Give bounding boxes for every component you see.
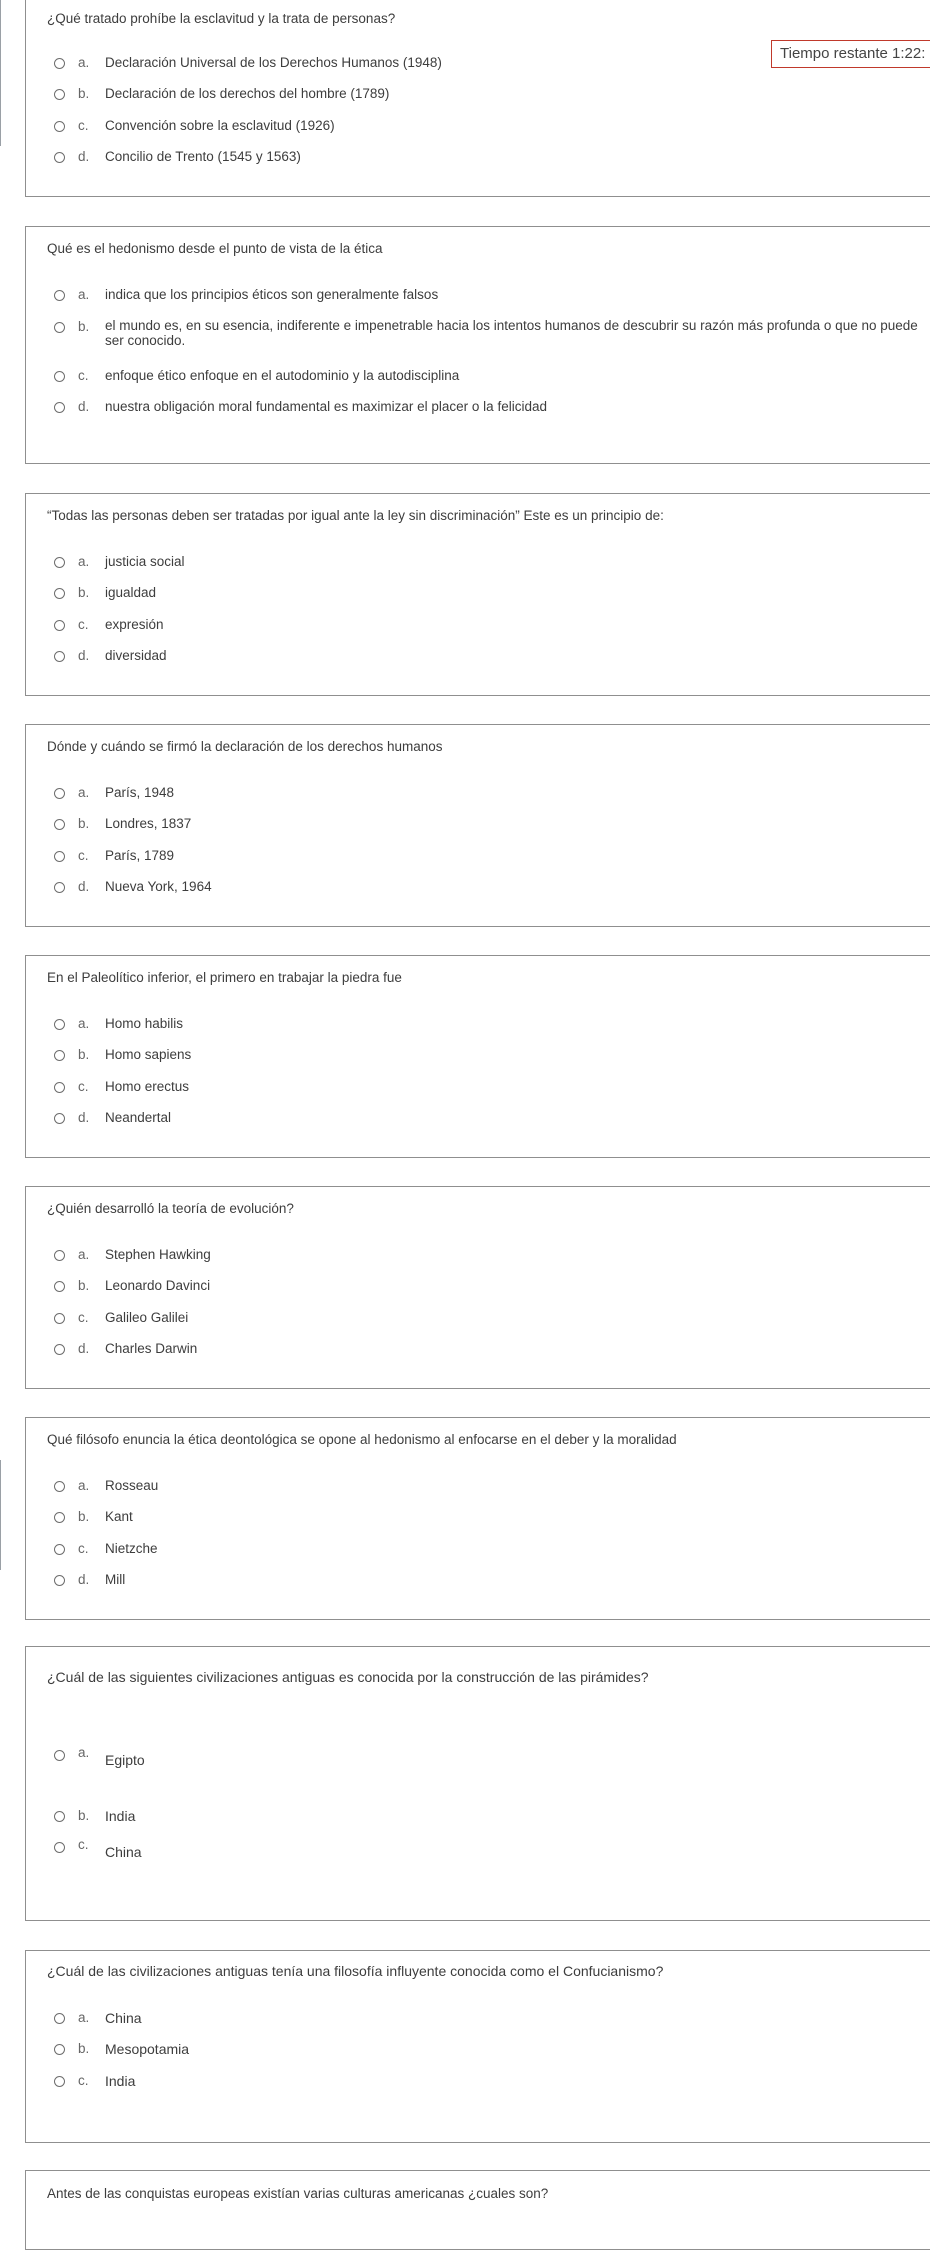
option-c[interactable]: c. Convención sobre la esclavitud (1926) xyxy=(54,117,930,137)
radio-button[interactable] xyxy=(54,882,65,893)
option-d[interactable]: d. Neandertal xyxy=(54,1109,930,1129)
option-c[interactable]: c. enfoque ético enfoque en el autodominio y la autodisciplina xyxy=(54,367,930,387)
time-remaining: Tiempo restante 1:22: xyxy=(771,40,930,68)
question-text: Qué filósofo enuncia la ética deontológica se opone al hedonismo al enfocarse en el deber y la moralidad xyxy=(47,1432,677,1447)
radio-button[interactable] xyxy=(54,1050,65,1061)
radio-button[interactable] xyxy=(54,557,65,568)
radio-button[interactable] xyxy=(54,1113,65,1124)
option-c[interactable]: c. expresión xyxy=(54,616,930,636)
radio-button[interactable] xyxy=(54,89,65,100)
option-a[interactable]: a. Homo habilis xyxy=(54,1015,930,1035)
question-text: ¿Cuál de las siguientes civilizaciones antiguas es conocida por la construcción de las pirámides? xyxy=(47,1669,649,1685)
option-b[interactable]: b. igualdad xyxy=(54,584,930,604)
option-c[interactable]: c. Nietzche xyxy=(54,1540,930,1560)
question-card-2 xyxy=(25,226,930,464)
question-text: Antes de las conquistas europeas existían varias culturas americanas ¿cuales son? xyxy=(47,2186,549,2201)
radio-button[interactable] xyxy=(54,788,65,799)
radio-button[interactable] xyxy=(54,2013,65,2024)
radio-button[interactable] xyxy=(54,1842,65,1853)
radio-button[interactable] xyxy=(54,290,65,301)
option-b[interactable]: b. Mesopotamia xyxy=(54,2040,930,2060)
option-a[interactable]: a. China xyxy=(54,2009,930,2029)
question-text: ¿Cuál de las civilizaciones antiguas tenía una filosofía influyente conocida como el Confucianismo? xyxy=(47,1963,664,1979)
radio-button[interactable] xyxy=(54,1019,65,1030)
radio-button[interactable] xyxy=(54,58,65,69)
radio-button[interactable] xyxy=(54,371,65,382)
option-a[interactable]: a. indica que los principios éticos son generalmente falsos xyxy=(54,286,930,306)
option-a[interactable]: a. Declaración Universal de los Derechos Humanos (1948) xyxy=(54,54,930,74)
radio-button[interactable] xyxy=(54,152,65,163)
radio-button[interactable] xyxy=(54,1544,65,1555)
option-c[interactable]: c. París, 1789 xyxy=(54,847,930,867)
option-b[interactable]: b. Londres, 1837 xyxy=(54,815,930,835)
option-b[interactable]: b. Leonardo Davinci xyxy=(54,1277,930,1297)
option-d[interactable]: d. Mill xyxy=(54,1571,930,1591)
question-card-5 xyxy=(25,955,930,1158)
radio-button[interactable] xyxy=(54,1575,65,1586)
option-c[interactable]: c. China xyxy=(54,1838,930,1864)
question-card-3 xyxy=(25,493,930,696)
option-a[interactable]: a. París, 1948 xyxy=(54,784,930,804)
option-b[interactable]: b. el mundo es, en su esencia, indiferente e impenetrable hacia los intentos humanos de descubrir su razón más profunda o que no puede ser conocido. xyxy=(54,318,930,352)
radio-button[interactable] xyxy=(54,651,65,662)
question-text: ¿Qué tratado prohíbe la esclavitud y la trata de personas? xyxy=(47,11,396,26)
option-c[interactable]: c. Galileo Galilei xyxy=(54,1309,930,1329)
radio-button[interactable] xyxy=(54,121,65,132)
question-card-1 xyxy=(25,0,930,197)
radio-button[interactable] xyxy=(54,1811,65,1822)
radio-button[interactable] xyxy=(54,1281,65,1292)
question-text: “Todas las personas deben ser tratadas por igual ante la ley sin discriminación” Este es un principio de: xyxy=(47,508,664,523)
option-a[interactable]: a. Stephen Hawking xyxy=(54,1246,930,1266)
left-edge-marker xyxy=(0,0,1,146)
radio-button[interactable] xyxy=(54,588,65,599)
option-d[interactable]: d. Charles Darwin xyxy=(54,1340,930,1360)
option-b[interactable]: b. Declaración de los derechos del hombre (1789) xyxy=(54,85,930,105)
option-a[interactable]: a. Rosseau xyxy=(54,1477,930,1497)
left-edge-marker xyxy=(0,1460,1,1570)
radio-button[interactable] xyxy=(54,1082,65,1093)
option-a[interactable]: a. justicia social xyxy=(54,553,930,573)
radio-button[interactable] xyxy=(54,1313,65,1324)
radio-button[interactable] xyxy=(54,620,65,631)
radio-button[interactable] xyxy=(54,1750,65,1761)
radio-button[interactable] xyxy=(54,2076,65,2087)
question-card-4 xyxy=(25,724,930,927)
radio-button[interactable] xyxy=(54,1512,65,1523)
question-card-9 xyxy=(25,1950,930,2143)
option-b[interactable]: b. Homo sapiens xyxy=(54,1046,930,1066)
question-card-7 xyxy=(25,1417,930,1620)
question-text: Qué es el hedonismo desde el punto de vista de la ética xyxy=(47,241,383,256)
question-text: En el Paleolítico inferior, el primero en trabajar la piedra fue xyxy=(47,970,402,985)
question-text: ¿Quién desarrolló la teoría de evolución? xyxy=(47,1201,294,1216)
question-card-8 xyxy=(25,1646,930,1921)
radio-button[interactable] xyxy=(54,851,65,862)
option-b[interactable]: b. Kant xyxy=(54,1508,930,1528)
radio-button[interactable] xyxy=(54,819,65,830)
question-text: Dónde y cuándo se firmó la declaración de los derechos humanos xyxy=(47,739,443,754)
question-card-10 xyxy=(25,2170,930,2250)
option-c[interactable]: c. India xyxy=(54,2072,930,2092)
option-d[interactable]: d. Nueva York, 1964 xyxy=(54,878,930,898)
option-c[interactable]: c. Homo erectus xyxy=(54,1078,930,1098)
option-d[interactable]: d. Concilio de Trento (1545 y 1563) xyxy=(54,148,930,168)
option-d[interactable]: d. diversidad xyxy=(54,647,930,667)
question-card-6 xyxy=(25,1186,930,1389)
radio-button[interactable] xyxy=(54,1344,65,1355)
option-b[interactable]: b. India xyxy=(54,1807,930,1827)
radio-button[interactable] xyxy=(54,402,65,413)
option-d[interactable]: d. nuestra obligación moral fundamental es maximizar el placer o la felicidad xyxy=(54,398,930,418)
radio-button[interactable] xyxy=(54,2044,65,2055)
radio-button[interactable] xyxy=(54,1250,65,1261)
radio-button[interactable] xyxy=(54,322,65,333)
radio-button[interactable] xyxy=(54,1481,65,1492)
option-a[interactable]: a. Egipto xyxy=(54,1746,930,1772)
